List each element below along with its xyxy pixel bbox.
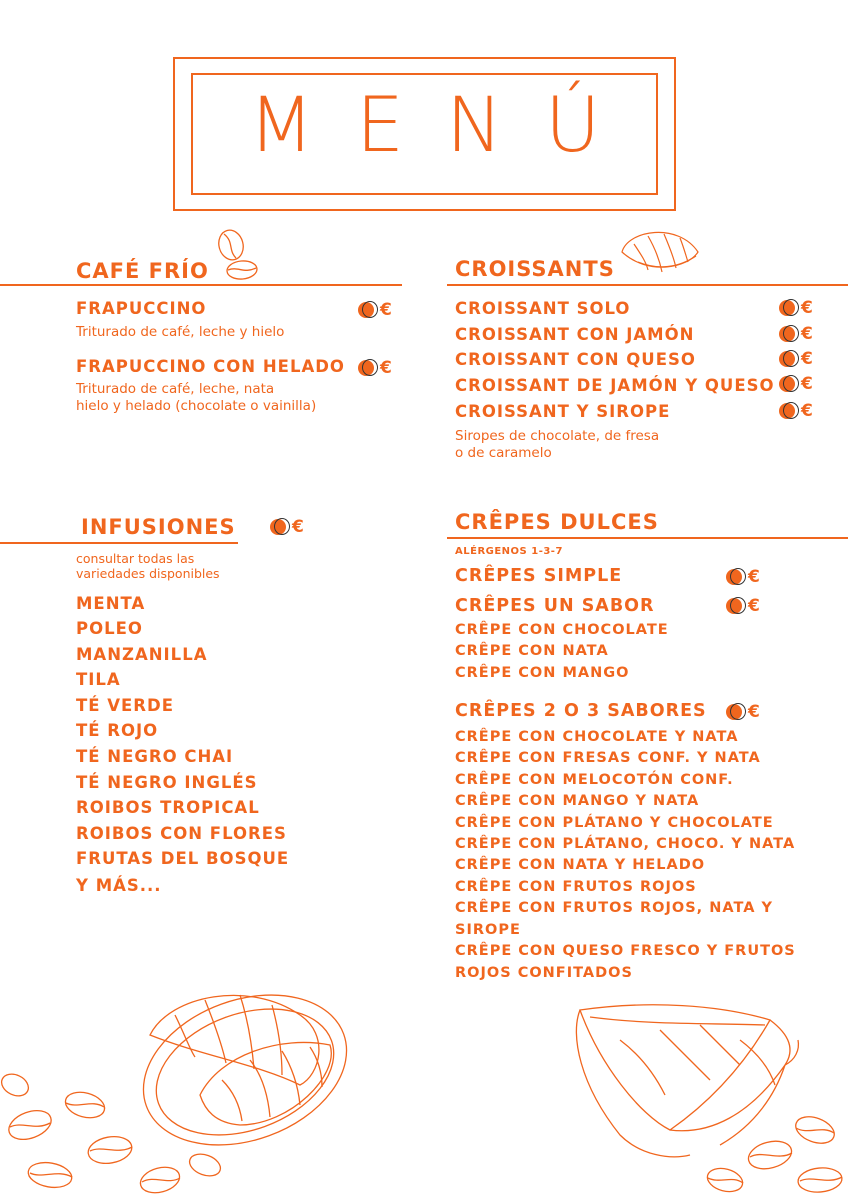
frapuccino-name: FRAPUCCINO — [76, 299, 207, 318]
infusion-item: ROIBOS TROPICAL — [76, 798, 260, 817]
crepe-item: CRÊPE CON NATA Y HELADO — [455, 857, 706, 873]
infusiones-note-1: consultar todas las — [76, 551, 195, 566]
frapuccino-helado-name: FRAPUCCINO CON HELADO — [76, 357, 345, 376]
price-dot-icon — [779, 351, 795, 367]
crepes-un-sabor-price: € — [726, 596, 760, 616]
croissant-icon — [618, 222, 702, 280]
price-dot-icon — [779, 403, 795, 419]
infusion-item: TÉ NEGRO INGLÉS — [76, 773, 258, 792]
infusiones-title: INFUSIONES — [81, 515, 236, 539]
coffee-beans-icon — [214, 228, 264, 284]
price-dot-icon — [726, 704, 742, 720]
crepes-title: CRÊPES DULCES — [455, 510, 659, 534]
crepe-item: CRÊPE CON NATA — [455, 643, 609, 659]
croissant-queso-price: € — [779, 349, 813, 369]
croissants-title: CROISSANTS — [455, 257, 615, 281]
crepe-item: CRÊPE CON MANGO Y NATA — [455, 793, 700, 809]
croissant-solo-name: CROISSANT SOLO — [455, 299, 631, 318]
crepe-item: CRÊPE CON PLÁTANO Y CHOCOLATE — [455, 815, 774, 831]
crepes-allergens: ALÉRGENOS 1-3-7 — [455, 546, 563, 557]
price-dot-icon — [779, 300, 795, 316]
crepe-item: CRÊPE CON QUESO FRESCO Y FRUTOS — [455, 943, 796, 959]
infusion-item: MENTA — [76, 594, 146, 613]
infusion-item: TILA — [76, 670, 121, 689]
crepes-varios-price: € — [726, 702, 760, 722]
price-dot-icon — [726, 598, 742, 614]
cafe-frio-title: CAFÉ FRÍO — [76, 259, 209, 283]
infusiones-price: € — [270, 517, 304, 537]
frapuccino-helado-desc-2: hielo y helado (chocolate o vainilla) — [76, 398, 317, 414]
infusion-item: TÉ VERDE — [76, 696, 174, 715]
croissant-jamon-name: CROISSANT CON JAMÓN — [455, 325, 695, 344]
crepes-simple-price: € — [726, 567, 760, 587]
croissant-jamon-queso-price: € — [779, 374, 813, 394]
crepe-item: SIROPE — [455, 922, 521, 938]
croissants-rule — [447, 284, 848, 286]
frapuccino-helado-price: € — [358, 358, 392, 378]
frapuccino-helado-desc-1: Triturado de café, leche, nata — [76, 381, 275, 397]
infusion-item: ROIBOS CON FLORES — [76, 824, 287, 843]
crepes-rule — [447, 537, 848, 539]
croissant-jamon-price: € — [779, 324, 813, 344]
crepes-varios-name: CRÊPES 2 O 3 SABORES — [455, 701, 707, 721]
crepes-un-sabor-name: CRÊPES UN SABOR — [455, 596, 655, 616]
crepe-item: ROJOS CONFITADOS — [455, 965, 633, 981]
crepe-item: CRÊPE CON PLÁTANO, CHOCO. Y NATA — [455, 836, 796, 852]
infusiones-rule — [0, 542, 238, 544]
infusion-item: TÉ ROJO — [76, 721, 159, 740]
price-dot-icon — [779, 326, 795, 342]
crepe-item: CRÊPE CON FRUTOS ROJOS — [455, 879, 697, 895]
crepe-item: CRÊPE CON MANGO — [455, 665, 630, 681]
croissant-sirope-name: CROISSANT Y SIROPE — [455, 402, 671, 421]
croissant-sirope-price: € — [779, 401, 813, 421]
crepe-item: CRÊPE CON FRUTOS ROJOS, NATA Y — [455, 900, 773, 916]
crepe-item: CRÊPE CON FRESAS CONF. Y NATA — [455, 750, 761, 766]
menu-title: MENÚ — [248, 80, 643, 169]
infusiones-note-2: variedades disponibles — [76, 566, 220, 581]
infusion-item: FRUTAS DEL BOSQUE — [76, 849, 290, 868]
crepe-item: CRÊPE CON MELOCOTÓN CONF. — [455, 772, 734, 788]
frapuccino-desc: Triturado de café, leche y hielo — [76, 324, 285, 340]
title-frame — [173, 57, 676, 211]
crepe-item: CRÊPE CON CHOCOLATE — [455, 622, 669, 638]
croissant-solo-price: € — [779, 298, 813, 318]
infusion-item: Y MÁS... — [76, 876, 162, 895]
crepe-item: CRÊPE CON CHOCOLATE Y NATA — [455, 729, 739, 745]
cafe-frio-rule — [0, 284, 402, 286]
price-dot-icon — [726, 569, 742, 585]
price-dot-icon — [358, 302, 374, 318]
croissants-note-1: Siropes de chocolate, de fresa — [455, 428, 660, 444]
croissant-jamon-queso-name: CROISSANT DE JAMÓN Y QUESO — [455, 376, 775, 395]
infusion-item: POLEO — [76, 619, 143, 638]
infusion-item: MANZANILLA — [76, 645, 208, 664]
croissant-plate-illustration — [0, 975, 360, 1200]
frapuccino-price: € — [358, 300, 392, 320]
croissant-queso-name: CROISSANT CON QUESO — [455, 350, 696, 369]
infusion-item: TÉ NEGRO CHAI — [76, 747, 234, 766]
price-dot-icon — [270, 519, 286, 535]
price-dot-icon — [358, 360, 374, 376]
crepe-illustration — [560, 995, 848, 1200]
croissants-note-2: o de caramelo — [455, 445, 552, 461]
crepes-simple-name: CRÊPES SIMPLE — [455, 566, 623, 586]
price-dot-icon — [779, 376, 795, 392]
